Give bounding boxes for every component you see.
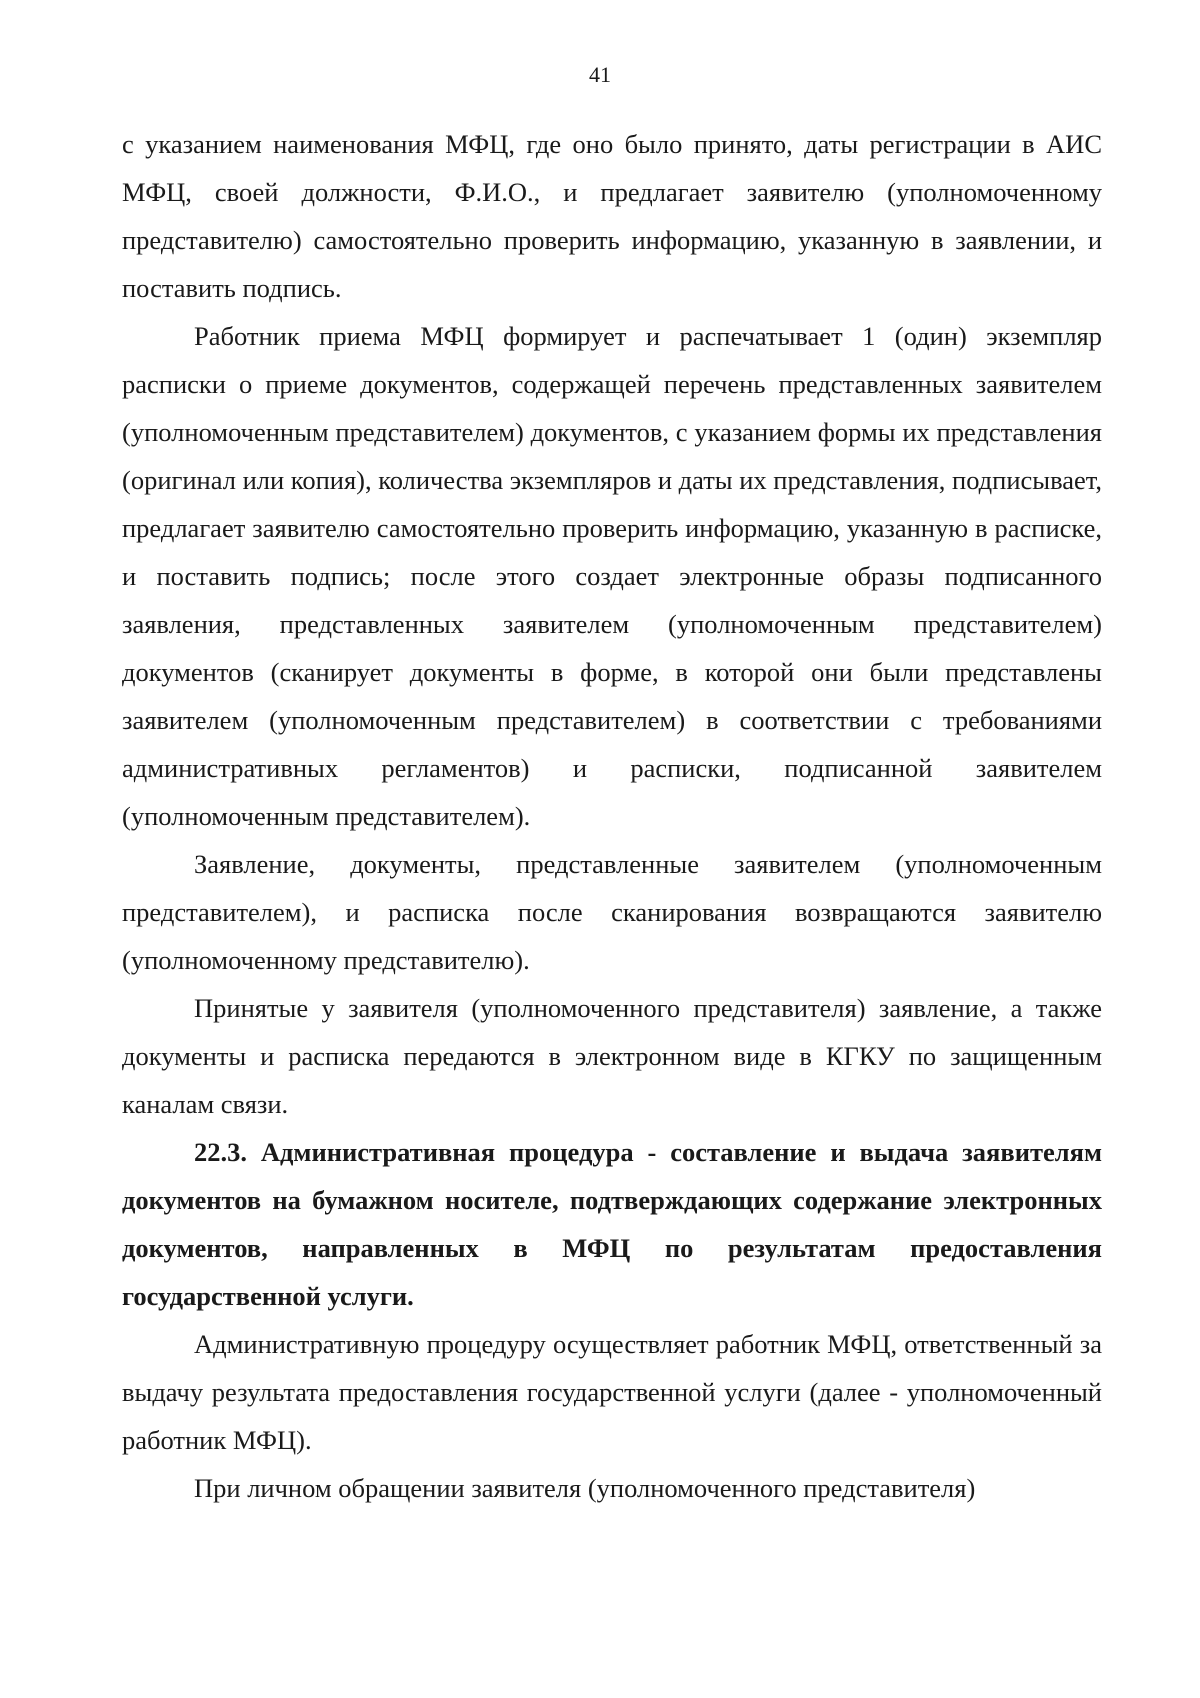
page-number: 41: [589, 62, 611, 87]
document-body: [122, 120, 1102, 1512]
section-heading-22-3: 22.3. Административная процедура - составление и выдача заявителям документов на бумажном носителе, подтверждающих содержание электронных документов, направленных в МФЦ по результатам предоставления государственной услуги.: [122, 1137, 1102, 1311]
paragraph-continuation: с указанием наименования МФЦ, где оно было принято, даты регистрации в АИС МФЦ, своей должности, Ф.И.О., и предлагает заявителю (уполномоченному представителю) самостоятельно проверить информацию, указанную в заявлении, и поставить подпись.: [122, 129, 1102, 303]
paragraph-return-documents: Заявление, документы, представленные заявителем (уполномоченным представителем), и расписка после сканирования возвращаются заявителю (уполномоченному представителю).: [122, 849, 1102, 975]
paragraph-transfer: Принятые у заявителя (уполномоченного представителя) заявление, а также документы и расписка передаются в электронном виде в КГКУ по защищенным каналам связи.: [122, 993, 1102, 1119]
paragraph-personal-appeal: При личном обращении заявителя (уполномоченного представителя): [194, 1473, 976, 1503]
paragraph-procedure-performer: Административную процедуру осуществляет работник МФЦ, ответственный за выдачу результата предоставления государственной услуги (далее - уполномоченный работник МФЦ).: [122, 1329, 1102, 1455]
paragraph-receipt: Работник приема МФЦ формирует и распечатывает 1 (один) экземпляр расписки о приеме документов, содержащей перечень представленных заявителем (уполномоченным представителем) документов, с указанием формы их представления (оригинал или копия), количества экземпляров и даты их представления, подписывает, предлагает заявителю самостоятельно проверить информацию, указанную в расписке, и поставить подпись; после этого создает электронные образы подписанного заявления, представленных заявителем (уполномоченным представителем) документов (сканирует документы в форме, в которой они были представлены заявителем (уполномоченным представителем) в соответствии с требованиями административных регламентов) и расписки, подписанной заявителем (уполномоченным представителем).: [122, 321, 1102, 831]
